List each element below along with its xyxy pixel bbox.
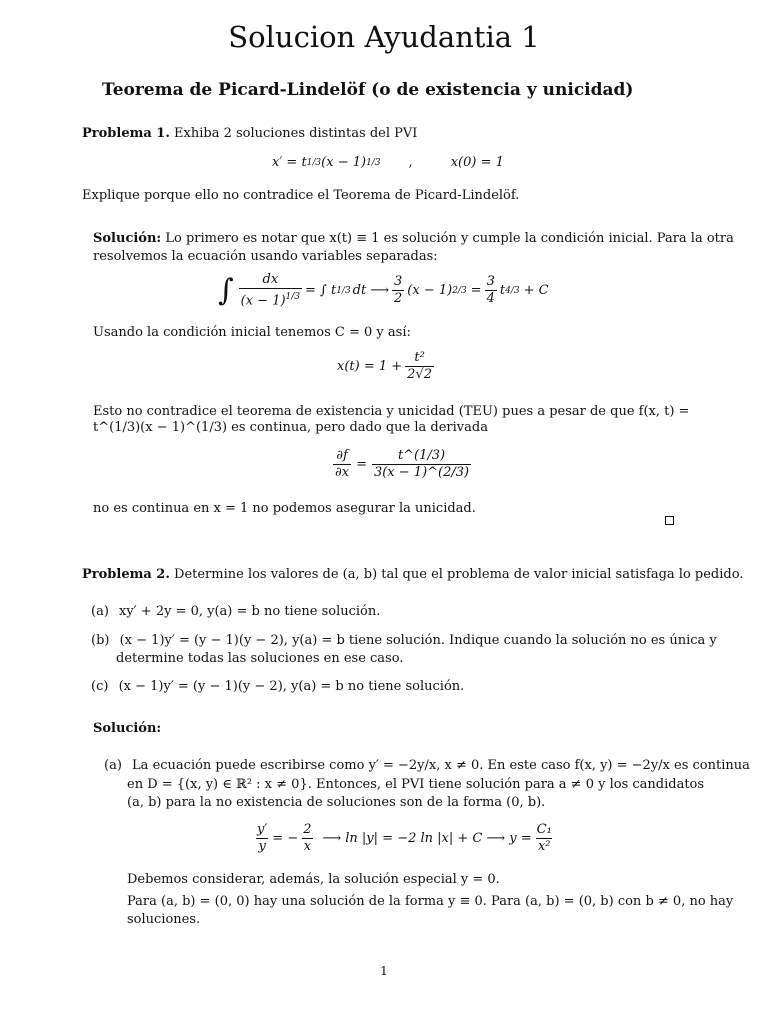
- solution-a-text: La ecuación puede escribirse como y′ = −2y/x, x ≠ 0. En este caso f(x, y) = −2y/x es continua: [132, 758, 750, 773]
- problem1-equation: x′ = t 1/3 (x − 1) 1/3 , x(0) = 1: [272, 155, 504, 170]
- fraction-yprime-y: $\frac{y'}{y}$: [257, 822, 268, 854]
- problem2-item-b-line2: determine todas las soluciones en ese caso.: [116, 651, 404, 666]
- sep-eq: =: [470, 283, 482, 299]
- problem1-conclusion: no es continua en x = 1 no podemos asegurar la unicidad.: [93, 501, 476, 516]
- initial-condition-text: Usando la condición inicial tenemos C = 0 y así:: [93, 325, 411, 340]
- problem2-item-a: [91, 603, 380, 621]
- eq-sep: ,: [408, 155, 413, 170]
- fraction-c1-x2: $\frac{\text{C₁}}{\text{x²}}$: [536, 822, 552, 854]
- solution-label: Solución:: [93, 231, 162, 246]
- teu-line2: t^(1/3)(x − 1)^(1/3) es continua, pero dado que la derivada: [93, 420, 488, 435]
- item-text: (x − 1)y′ = (y − 1)(y − 2), y(a) = b tiene solución. Indique cuando la solución no es única y: [119, 633, 717, 648]
- item-tag: (b): [91, 633, 110, 648]
- problem1-question: Explique porque ello no contradice el Teorema de Picard-Lindelöf.: [82, 188, 520, 203]
- fraction-2-x: $\frac{2}{x}$: [303, 822, 312, 854]
- item-tag: (a): [91, 604, 109, 619]
- problem2-text: Determine los valores de (a, b) tal que el problema de valor inicial satisfaga lo pedido.: [174, 567, 744, 582]
- final-line2: soluciones.: [127, 912, 201, 927]
- solution-intro-line2: resolvemos la ecuación usando variables separadas:: [93, 249, 438, 264]
- ode-mid: ⟶ ln |y| = −2 ln |x| + C ⟶ y =: [322, 831, 532, 846]
- page-title: Solucion Ayudantia 1: [228, 20, 540, 54]
- derivative-formula: [330, 448, 474, 481]
- problem1-solution-intro: [93, 230, 734, 248]
- page-number: 1: [380, 964, 388, 978]
- special-solution-text: Debemos considerar, además, la solución especial y = 0.: [127, 872, 500, 887]
- solution-formula: [337, 350, 437, 383]
- problem2-item-c: [91, 678, 464, 696]
- solution-a-line3: (a, b) para la no existencia de soluciones son de la forma (0, b).: [127, 795, 546, 810]
- item-text: (x − 1)y′ = (y − 1)(y − 2), y(a) = b no tiene solución.: [118, 679, 465, 694]
- teu-line1: Esto no contradice el teorema de existencia y unicidad (TEU) pues a pesar de que f(x, t) =: [93, 404, 690, 419]
- fraction-3-2: $\frac{3}{2}$: [394, 274, 403, 307]
- ode-separation-equation: [252, 822, 557, 855]
- problem2-solution-label: Solución:: [93, 721, 162, 736]
- fraction-df-dx: $\frac{\partial f}{\partial x}$: [335, 448, 350, 480]
- problem2-statement: [82, 566, 743, 584]
- problem1-text: Exhiba 2 soluciones distintas del PVI: [174, 126, 418, 141]
- problem2-label: Problema 2.: [82, 567, 170, 582]
- solution-a-line1: [104, 757, 750, 775]
- sep-after2: t: [499, 283, 506, 299]
- sol-lhs: x(t) = 1 +: [337, 359, 403, 374]
- item-text: xy′ + 2y = 0, y(a) = b no tiene solución.: [119, 604, 381, 619]
- qed-square-icon: [665, 516, 674, 525]
- fraction-3-4: $\frac{3}{4}$: [486, 274, 495, 307]
- fraction-derivative: $\frac{t\^{}(1/3)}{3(x - 1)\^{}(2/3)}$: [373, 448, 470, 480]
- solution-intro-line1: Lo primero es notar que x(t) ≡ 1 es solución y cumple la condición inicial. Para la otra: [165, 231, 734, 246]
- eq-lhs: x′ = t: [272, 155, 307, 170]
- sep-plus: + C: [523, 283, 549, 299]
- fraction-dx: $\frac{dx}{(x - 1)^{1/3}}$: [240, 272, 301, 309]
- separation-equation: ∫ $\frac{dx}{(x - 1)^{1/3}}$ = ∫ t 1/3 dt ⟶ $\frac{3}{2}$ (x − 1) 2/3 = $\frac{3}{4}$ t 4/3 + C: [218, 272, 549, 309]
- final-line1: Para (a, b) = (0, 0) hay una solución de la forma y ≡ 0. Para (a, b) = (0, b) con b ≠ 0, no hay: [127, 894, 734, 909]
- sep-mid: = ∫ t: [305, 283, 337, 299]
- ode-eq: = −: [272, 831, 299, 846]
- item-tag: (c): [91, 679, 109, 694]
- eq-initial: x(0) = 1: [450, 155, 504, 170]
- solution-a-tag: (a): [104, 758, 122, 773]
- deriv-eq: =: [356, 457, 367, 472]
- solution-a-line2: en D = {(x, y) ∈ ℝ² : x ≠ 0}. Entonces, el PVI tiene solución para a ≠ 0 y los candidatos: [127, 777, 705, 792]
- sep-dt: dt ⟶: [352, 283, 389, 299]
- eq-rhs: (x − 1): [321, 155, 367, 170]
- problem1-statement: [82, 125, 417, 143]
- sep-after1: (x − 1): [407, 283, 453, 299]
- fraction-t2: $\frac{\text{t²}}{2√2}$: [407, 350, 432, 382]
- section-heading: Teorema de Picard-Lindelöf (o de existencia y unicidad): [102, 80, 634, 100]
- problem2-item-b: [91, 632, 717, 650]
- problem1-label: Problema 1.: [82, 126, 170, 141]
